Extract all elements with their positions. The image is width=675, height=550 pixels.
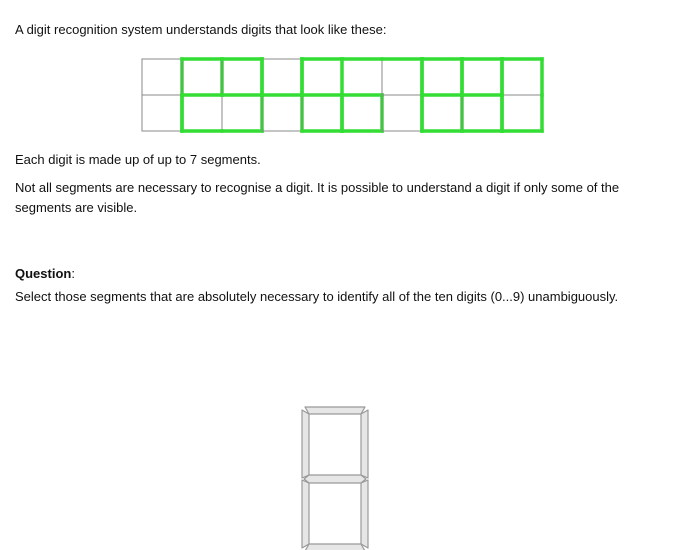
example-digit-2 — [182, 59, 222, 131]
selector-segment-top[interactable] — [305, 407, 365, 414]
partial-segments-note: Not all segments are necessary to recognise a digit. It is possible to understand a digit if only some of the segments are visible. — [15, 180, 620, 215]
example-digit-5 — [302, 59, 342, 131]
question-text: Select those segments that are absolutely necessary to identify all of the ten digits (0...9) unambiguously. — [15, 289, 619, 304]
intro-text: A digit recognition system understands digits that look like these: — [15, 22, 387, 37]
example-digit-6 — [342, 59, 382, 131]
question-heading: Question: — [15, 266, 75, 281]
example-digit-0 — [502, 59, 542, 131]
selector-segment-upper-left[interactable] — [302, 410, 309, 478]
selector-segment-middle[interactable] — [304, 475, 366, 483]
selector-segment-upper-right[interactable] — [361, 410, 368, 478]
example-digit-9 — [462, 59, 502, 131]
selector-segment-bottom[interactable] — [305, 544, 365, 550]
example-digit-7 — [382, 59, 422, 131]
example-digit-8 — [422, 59, 462, 131]
example-digit-1 — [142, 59, 182, 131]
selector-segment-lower-right[interactable] — [361, 480, 368, 548]
question-heading-label: Question — [15, 266, 72, 281]
example-digit-3 — [222, 59, 262, 131]
segments-note: Each digit is made up of up to 7 segments. — [15, 152, 261, 167]
example-digits-display — [140, 57, 545, 133]
example-digit-4 — [262, 59, 302, 131]
segment-selector — [292, 403, 378, 550]
selector-segment-lower-left[interactable] — [302, 480, 309, 548]
